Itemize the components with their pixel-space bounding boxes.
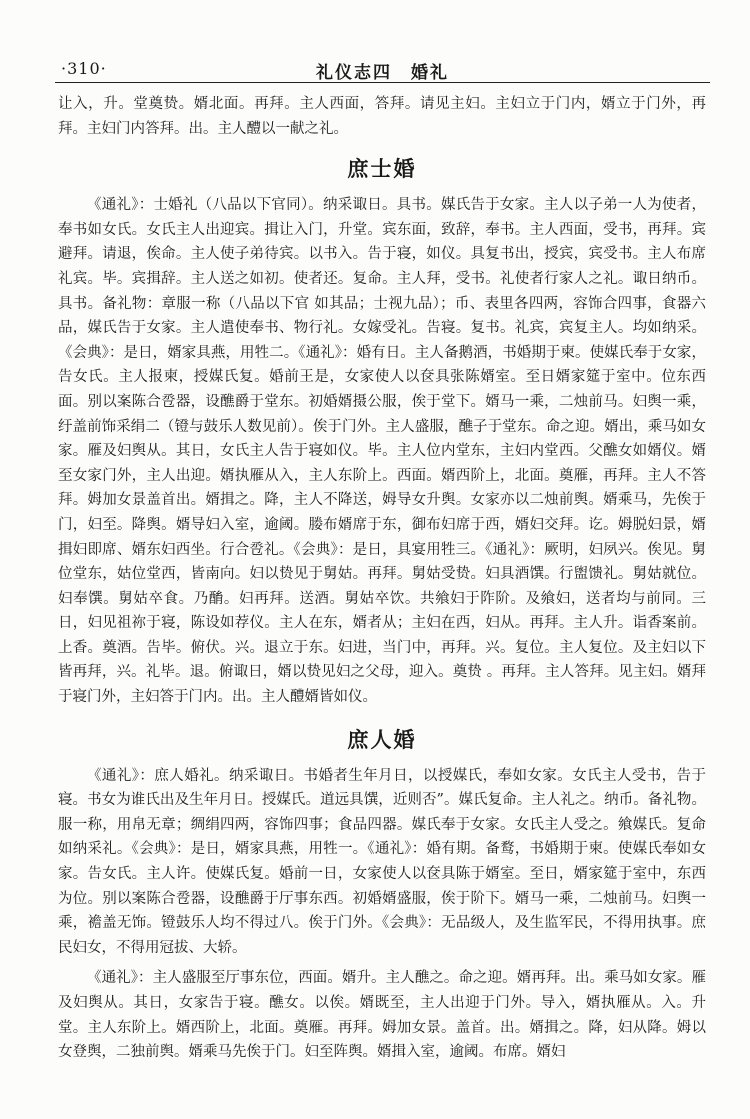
running-title: 礼仪志四 婚礼 — [316, 63, 449, 83]
page-number: ·310· — [61, 59, 107, 78]
section-paragraph: 《通礼》：士婚礼（八品以下官同）。纳采诹日。具书。媒氏告于女家。主人以子弟一人为使者，奉书如女氏。女氏主人出迎宾。揖让入门，升堂。宾东面，致辞，奉书。主人西面，受书，再拜。宾避拜。请退，俟命。主人使子弟待宾。以书入。告于寝，如仪。具复书出，授宾，宾受书。主人布席礼宾。毕。宾揖辞。主人送之如初。使者还。复命。主人拜，受书。礼使者行家人之礼。诹日纳币。具书。备礼物：章服一称（八品以下官 如其品；士视九品）；币、表里各四两，容饰合四事，食器六品，媒氏告于女家。主人遣使奉书、物行礼。女嫁受礼。告寝。复书。礼宾，宾复主人。均如纳采。《会典》：是日，婿家具燕，用牲二。《通礼》：婚有日。主人备鹅酒，书婚期于柬。使媒氏奉于女家，告女氏。主人报柬，授媒氏复。婚前王是，女家使人以奁具张陈婿室。至日婿家筵于室中。位东西面。别以案陈合卺器，设醮爵于堂东。初婚婿摄公服，俟于堂下。婿马一乘，二烛前马。妇舆一乘，纡盖前饰采绢二（镫与鼓乐人数见前）。俟于门外。主人盛服，醮子于堂东。命之迎。婿出，乘马如女家。雁及妇舆从。其日，女氏主人告于寝如仪。毕。主人位内堂东，主妇内堂西。父醮女如婿仪。婿至女家门外，主人出迎。婿执雁从入，主人东阶上。西面。婿西阶上，北面。奠雁，再拜。主人不答拜。姆加女景盖首出。婿揖之。降，主人不降送，姆导女升舆。女家亦以二烛前舆。婿乘马，先俟于门，妇至。降舆。婿导妇入室，逾阈。媵布婿席于东，御布妇席于西，婿妇交拜。讫。姆脱妇景，婿揖妇即席、婿东妇西坐。行合卺礼。《会典》：是日，具宴用牲三。《通礼》：厥明，妇夙兴。俟见。舅位堂东，姑位堂西，皆南向。妇以贽见于舅姑。再拜。舅姑受贽。妇具酒馔。行盥馈礼。舅姑就位。妇奉馔。舅姑卒食。乃酳。妇再拜。送酒。舅姑卒饮。共飨妇于阼阶。及飨妇，送者均与前同。三日，妇见祖祢于寝，陈设如荐仪。主人在东，婿者从；主妇在西，妇从。再拜。主人升。诣香案前。上香。奠酒。告毕。俯伏。兴。退立于东。妇进，当门中，再拜。兴。复位。主人复位。及主妇以下皆再拜，兴。礼毕。退。俯诹日，婿以贽见妇之父母，迎入。奠贽 。再拜。主人答拜。见主妇。婿拜于寝门外，主妇答于门内。出。主人醴婿皆如仪。 — [58, 197, 706, 706]
page-header — [55, 58, 710, 83]
intro-paragraph: 让入，升。堂奠贽。婿北面。再拜。主人西面，答拜。请见主妇。主妇立于门内，婿立于门外，再拜。主妇门内答拜。出。主人醴以一献之礼。 — [58, 96, 706, 137]
page-body — [58, 92, 706, 1065]
section-title-shushi-hun: 庶士婚 — [347, 156, 417, 182]
section-paragraph: 《通礼》：庶人婚礼。纳采诹日。书婚者生年月日，以授媒氏，奉如女家。女氏主人受书，告于寝。书女为谁氏出及生年月日。授媒氏。道远具馔，近则否”。媒氏复命。主人礼之。纳币。备礼物。服一称，用帛无章；绸绢四两，容饰四事；食品四器。媒氏奉于女家。女氏主人受之。飨媒氏。复命如纳采礼。《会典》：是日，婿家具燕，用牲一。《通礼》：婚有期。备鹜，书婚期于柬。使媒氏奉如女家。告女氏。主人许。使媒氏复。婚前一日，女家使人以奁具陈于婿室。至日，婿家筵于室中，东西为位。别以案陈合卺器，设醮爵于厅事东西。初婚婿盛服，俟于阶下。婿马一乘，二烛前马。妇舆一乘，襜盖无饰。镫鼓乐人均不得过八。俟于门外。《会典》：无品级人，及生监军民，不得用执事。庶民妇女，不得用冠拔、大轿。 — [58, 767, 706, 956]
section-paragraph: 《通礼》：主人盛服至厅事东位，西面。婿升。主人醮之。命之迎。婿再拜。出。乘马如女家。雁及妇舆从。其日，女家告于寝。醮女。以俟。婿既至，主人出迎于门外。导入，婿执雁从。入。升堂。主人东阶上。婿西阶上，北面。奠雁。再拜。姆加女景。盖首。出。婿揖之。降，妇从降。姆以女登舆，二独前舆。婿乘马先俟于门。妇至阵舆。婿揖入室，逾阈。布席。婿妇 — [58, 970, 706, 1061]
section-title-shuren-hun: 庶人婚 — [347, 726, 417, 752]
